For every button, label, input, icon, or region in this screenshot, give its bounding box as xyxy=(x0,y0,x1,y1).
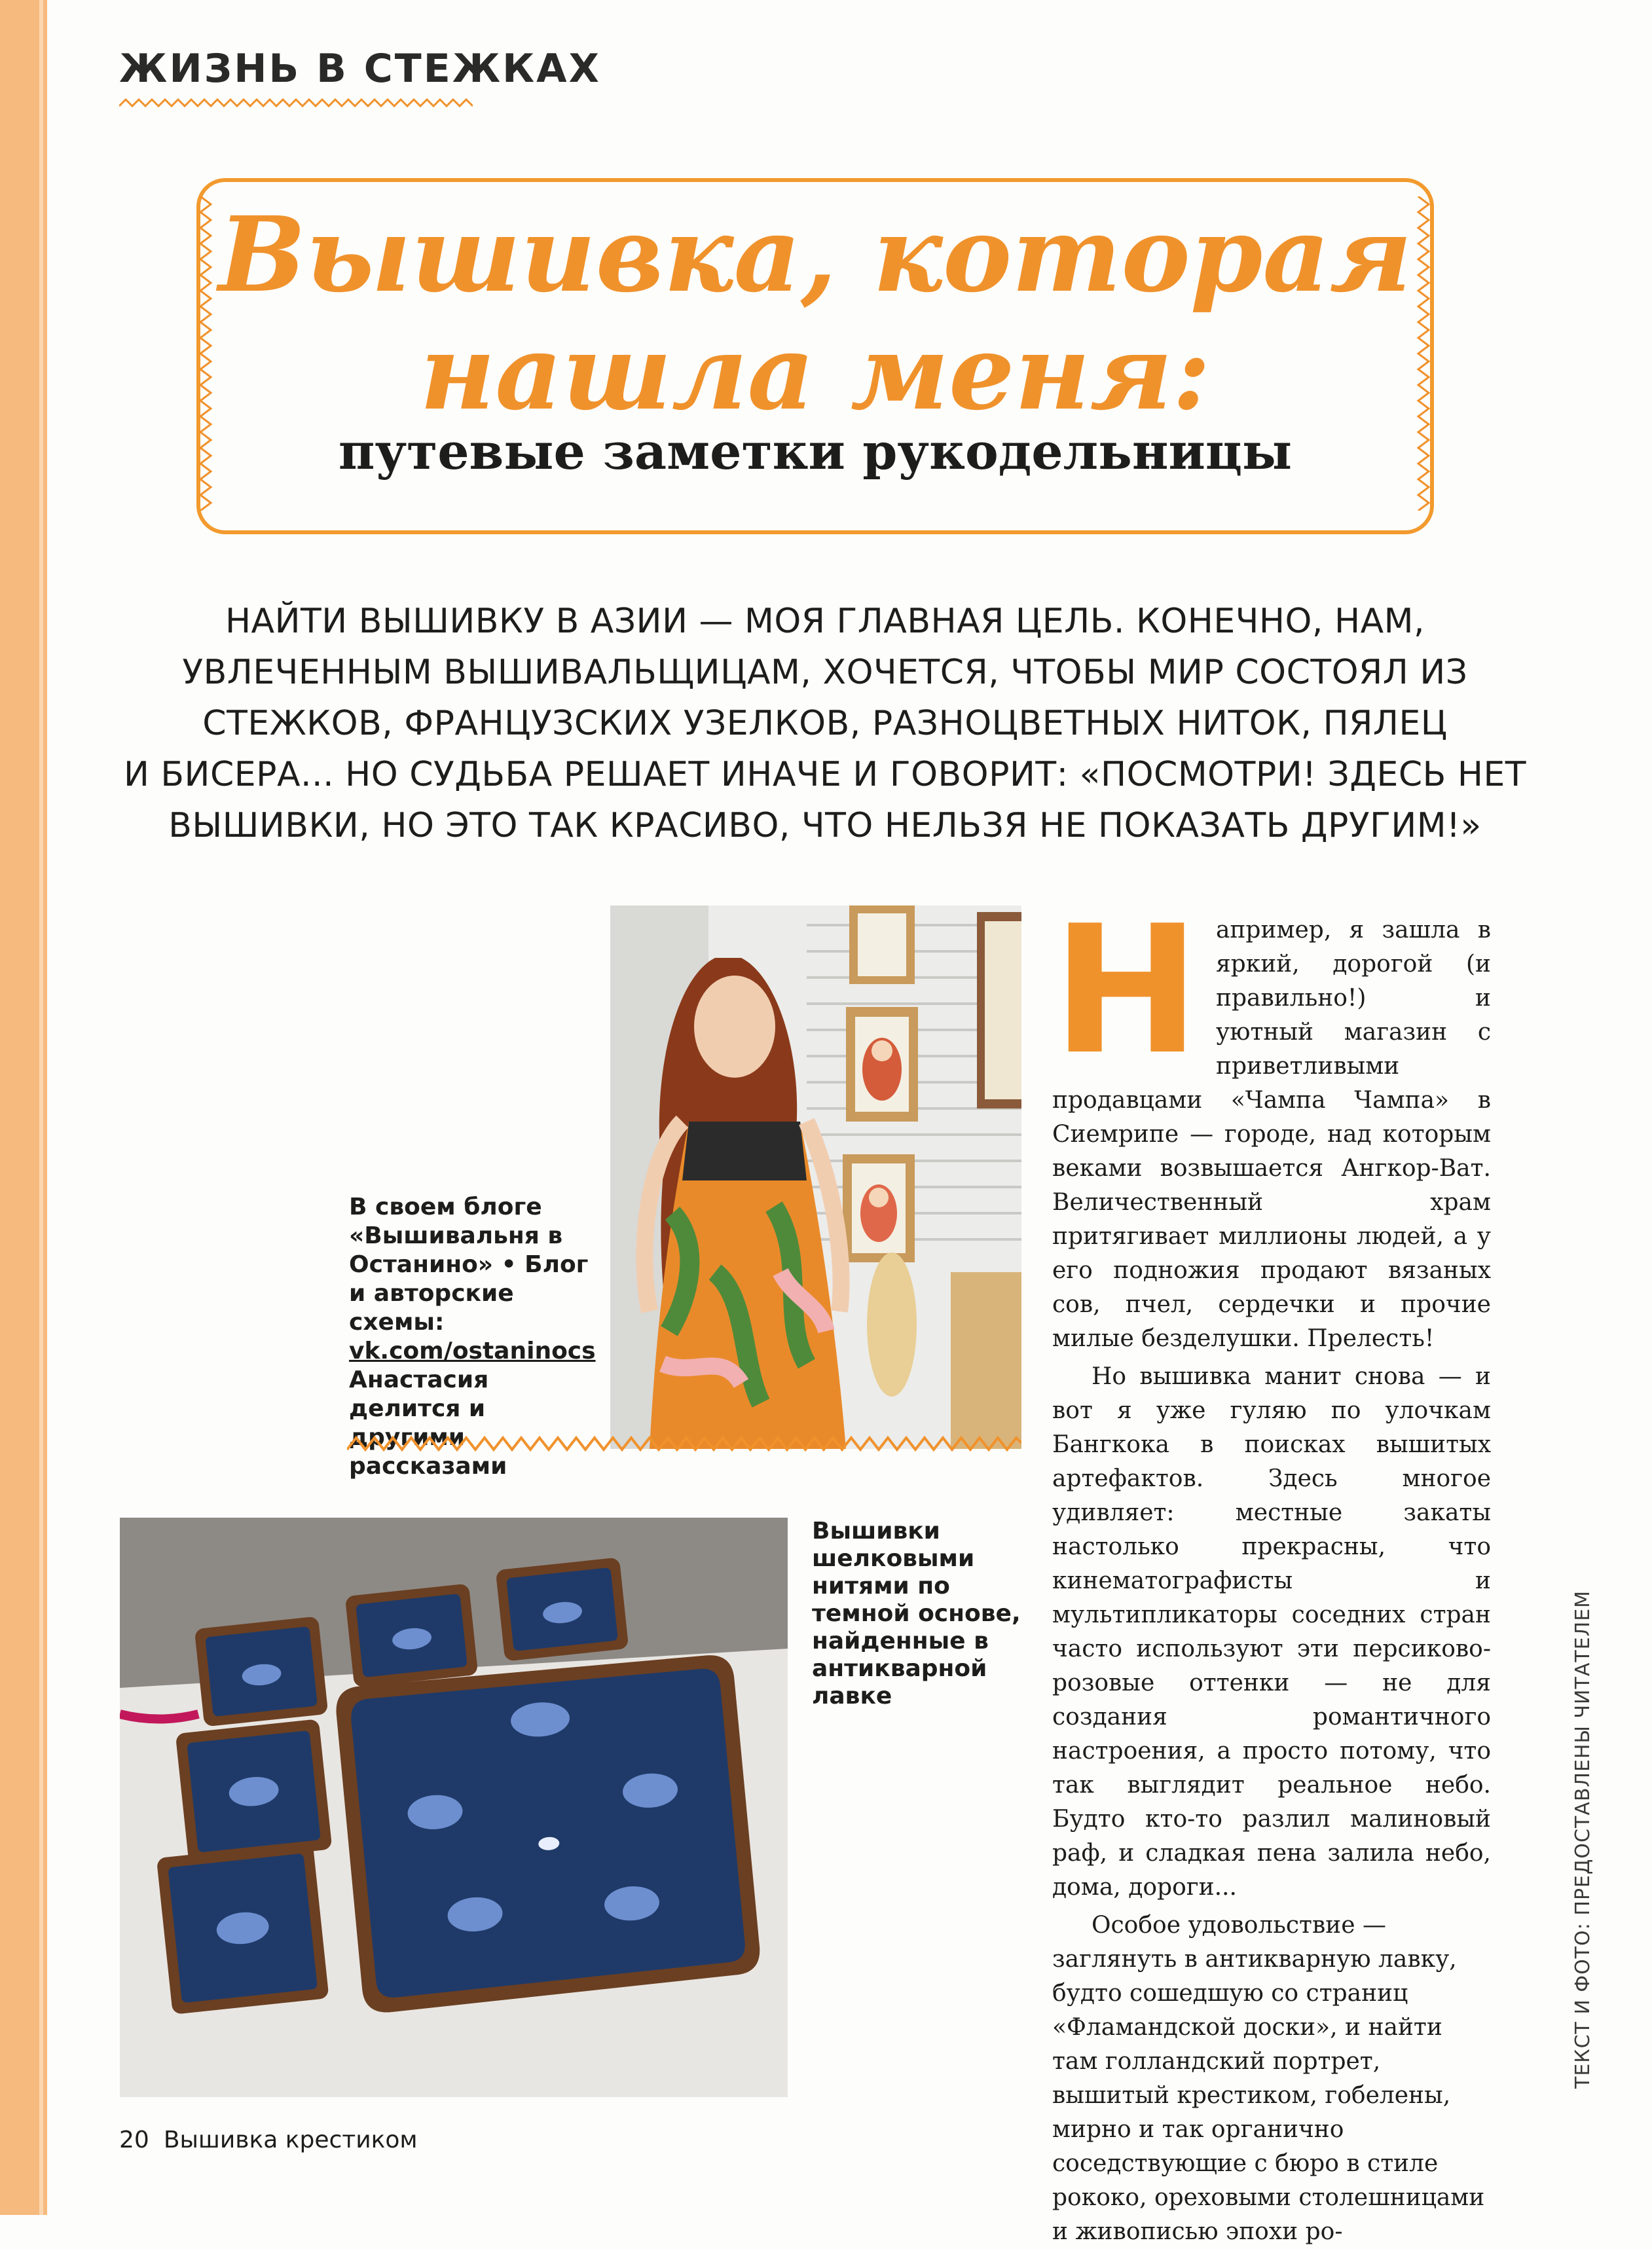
article-body xyxy=(1052,887,1491,2249)
photo-credit: ТЕКСТ И ФОТО: ПРЕДОСТАВЛЕНЫ ЧИТАТЕЛЕМ xyxy=(1571,1590,1594,2089)
article-paragraph-1 xyxy=(1052,887,1491,1356)
zigzag-divider xyxy=(347,1434,1021,1454)
blog-caption-text-2: Анастасия делится и другими рассказами xyxy=(349,1366,507,1480)
title-line-2: нашла меня: xyxy=(420,312,1211,433)
article-title xyxy=(196,196,1434,432)
blog-caption-text: В своем блоге «Вышивальня в Останино» • Блог и авторские схемы: xyxy=(349,1194,589,1336)
page-number: 20 xyxy=(119,2127,149,2153)
embroidery-photo xyxy=(120,1518,788,2097)
lead-line: УВЛЕЧЕННЫМ ВЫШИВАЛЬЩИЦАМ, ХОЧЕТСЯ, ЧТОБЫ МИР СОСТОЯЛ ИЗ xyxy=(182,653,1468,692)
zigzag-underline xyxy=(119,97,473,109)
lead-line: СТЕЖКОВ, ФРАНЦУЗСКИХ УЗЕЛКОВ, РАЗНОЦВЕТНЫХ НИТОК, ПЯЛЕЦ xyxy=(202,704,1448,743)
embroidery-caption: Вышивки шелковыми нитями по темной основе, найденные в антикварной лавке xyxy=(812,1518,1021,1710)
lead-line: ВЫШИВКИ, НО ЭТО ТАК КРАСИВО, ЧТО НЕЛЬЗЯ НЕ ПОКАЗАТЬ ДРУГИМ!» xyxy=(168,806,1482,845)
title-line-1: Вышивка, которая xyxy=(218,194,1412,316)
lead-line: НАЙТИ ВЫШИВКУ В АЗИИ — МОЯ ГЛАВНАЯ ЦЕЛЬ. КОНЕЧНО, НАМ, xyxy=(225,602,1425,641)
magazine-name: Вышивка крестиком xyxy=(163,2127,418,2153)
paragraph-1-text: апример, я зашла в яркий, дорогой (и правильно!) и уютный магазин с приветливыми продавцами «Чампа Чампа» в Сиемрипе — городе, над которым веками возвышается Ангкор-Ват. Величественный храм притягивает миллионы людей, а у его подножия продают вязаных сов, пчел, сердечки и прочие милые безделушки. Прелесть! xyxy=(1052,917,1491,1352)
author-photo xyxy=(610,905,1021,1449)
lead-line: И БИСЕРА... НО СУДЬБА РЕШАЕТ ИНАЧЕ И ГОВОРИТ: «ПОСМОТРИ! ЗДЕСЬ НЕТ xyxy=(123,755,1527,794)
drop-cap: Н xyxy=(1052,887,1200,1093)
page-footer xyxy=(119,2127,418,2153)
blog-link[interactable]: vk.com/ostaninocs xyxy=(349,1338,596,1364)
section-label: ЖИЗНЬ В СТЕЖКАХ xyxy=(119,46,601,92)
article-paragraph-3: Особое удовольствие — заглянуть в антикварную лавку, будто сошедшую со страниц «Фламандской доски», и найти там голландский портрет, вышитый крестиком, гобелены, мирно и так органично соседствующие с бюро в стиле рококо, ореховыми столешницами и живописью эпохи ро- xyxy=(1052,1912,1485,2245)
article-subtitle: путевые заметки рукодельницы xyxy=(338,422,1293,481)
lead-paragraph xyxy=(111,596,1539,851)
article-paragraph-2: Но вышивка манит снова — и вот я уже гуляю по улочкам Бангкока в поисках вышитых артефактов. Здесь многое удивляет: местные закаты настолько прекрасны, что кинематографисты и мультипликаторы соседних стран часто используют эти персиково-розовые оттенки — не для создания романтичного настроения, а просто потому, что так выглядит реальное небо. Будто кто-то разлил малиновый раф, и сладкая пена залила небо, дома, дороги... xyxy=(1052,1363,1491,1901)
side-stripe xyxy=(0,0,47,2215)
